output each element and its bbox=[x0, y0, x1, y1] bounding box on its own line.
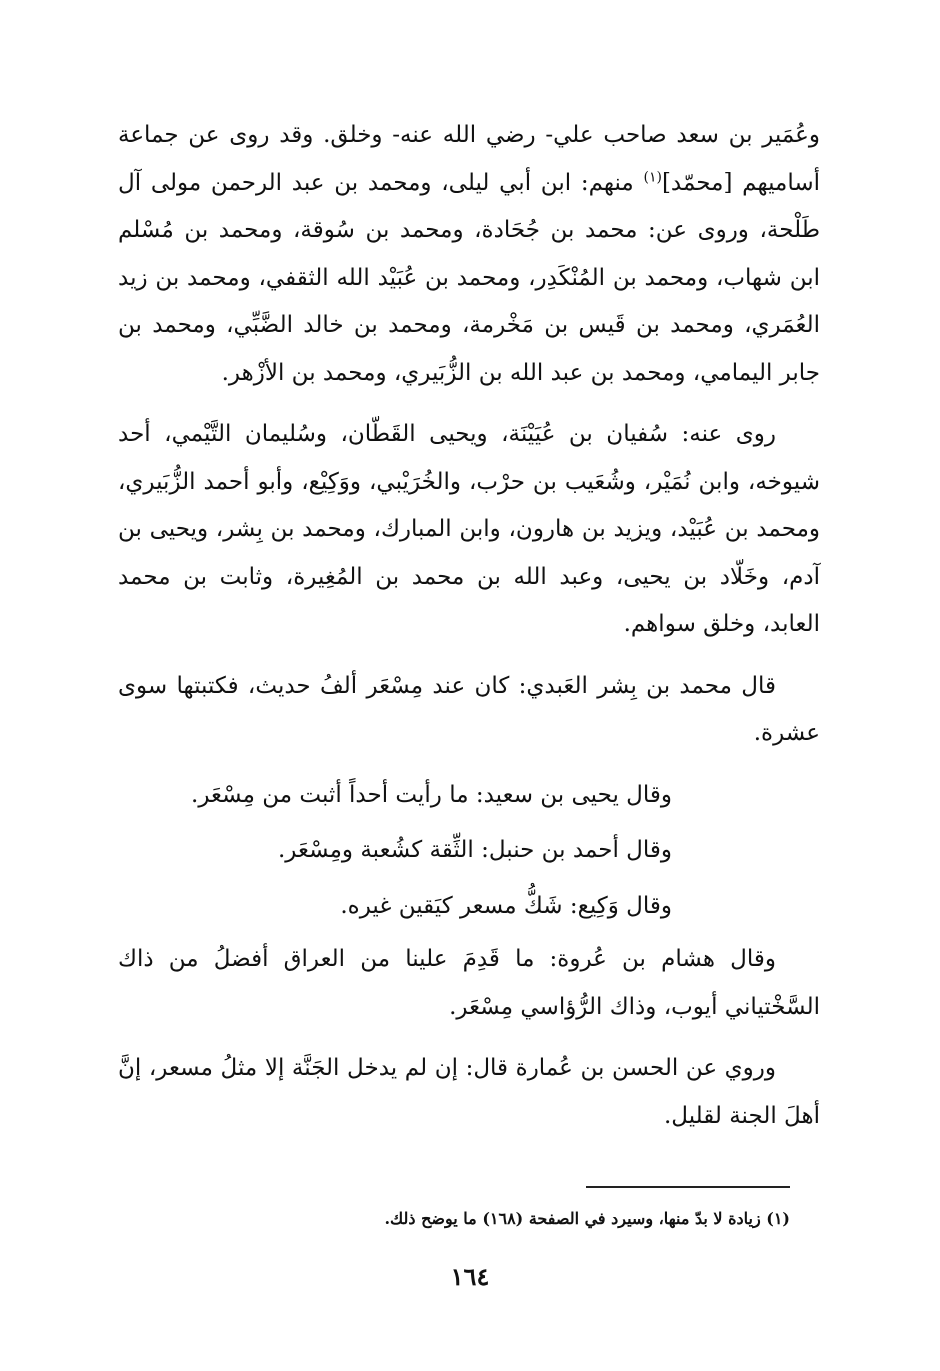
paragraph-1 bbox=[118, 112, 820, 397]
text-line: جابر اليمامي، ومحمد بن عبد الله بن الزُّبَيري، ومحمد بن الأزْهر. bbox=[221, 359, 820, 386]
paragraph-6: وقال وَكِيع: شَكُّ مسعر كيَقين غيره. bbox=[340, 892, 672, 919]
page-number: ١٦٤ bbox=[450, 1262, 490, 1291]
text-line: أساميهم [محمّد] bbox=[661, 169, 820, 196]
footnote-divider bbox=[586, 1186, 790, 1188]
paragraph-4: وقال يحيى بن سعيد: ما رأيت أحداً أثبت من مِسْعَر. bbox=[191, 781, 672, 808]
paragraph-2: روى عنه: سُفيان بن عُيَيْنَة، ويحيى القَطّان، وسُليمان التَّيْمي، أحد شيوخه، وابن نُمَيْر، وشُعَيب بن حرْب، والخُرَيْبي، ووَكِيْع، وأبو أحمد الزُّبَيري، ومحمد بن عُبَيْد، ويزيد بن هارون، وابن المبارك، ومحمد بن بِشر، ويحيى بن آدم، وخَلّاد بن يحيى، وعبد الله بن محمد بن المُغِيرة، وثابت بن محمد العابد، وخلق سواهم. bbox=[118, 421, 820, 637]
paragraph-7: وقال هشام بن عُروة: ما قَدِمَ علينا من العراق أفضلُ من ذاك السَّخْتياني أيوب، وذاك الرُّؤاسي مِسْعَر. bbox=[118, 946, 820, 1020]
text-line: منهم: ابن أبي ليلى، ومحمد بن عبد الرحمن مولى آل bbox=[118, 169, 644, 196]
main-text bbox=[118, 112, 820, 1140]
text-line: طَلْحة، وروى عن: محمد بن جُحَادة، ومحمد بن سُوقة، ومحمد بن مُسْلم bbox=[118, 217, 820, 243]
paragraph-5: وقال أحمد بن حنبل: الثِّقة كشُعبة ومِسْعَر. bbox=[277, 837, 672, 863]
footnote-marker: (١) bbox=[643, 168, 662, 185]
text-line: ابن شهاب، ومحمد بن المُنْكَدِر، ومحمد بن عُبَيْد الله الثقفي، ومحمد بن زيد bbox=[118, 264, 820, 291]
text-line: العُمَري، ومحمد بن قَيس بن مَخْرمة، ومحمد بن خالد الضَّبِّي، ومحمد بن bbox=[118, 312, 820, 338]
paragraph-3: قال محمد بن بِشر العَبدي: كان عند مِسْعَر ألفُ حديث، فكتبتها سوى عشرة. bbox=[118, 672, 820, 746]
text-line: وعُمَير بن سعد صاحب علي- رضي الله عنه- وخلق. وقد روى عن جماعة bbox=[118, 122, 820, 148]
footnote: (١) زيادة لا بدّ منها، وسيرد في الصفحة (١٦٨) ما يوضح ذلك. bbox=[384, 1209, 790, 1228]
paragraph-8: وروي عن الحسن بن عُمارة قال: إن لم يدخل الجَنَّة إلا مثلُ مسعر، إنَّ أهلَ الجنة لقليل. bbox=[118, 1055, 820, 1129]
